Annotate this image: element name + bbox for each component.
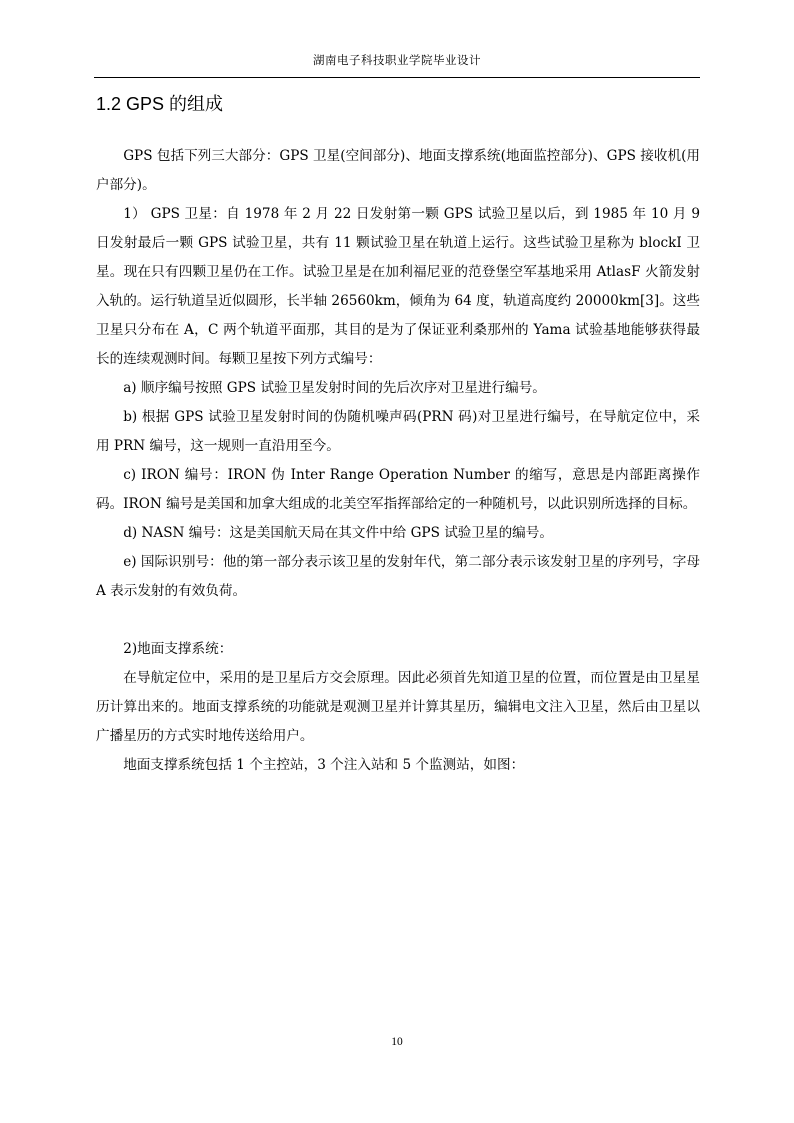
paragraph-item-e: e) 国际识别号：他的第一部分表示该卫星的发射年代，第二部分表示该发射卫星的序列号，字母 A 表示发射的有效负荷。 xyxy=(96,554,700,599)
paragraph-item-a: a) 顺序编号按照 GPS 试验卫星发射时间的先后次序对卫星进行编号。 xyxy=(123,380,546,396)
paragraph-satellites: 1） GPS 卫星：自 1978 年 2 月 22 日发射第一颗 GPS 试验卫星以后，到 1985 年 10 月 9 日发射最后一颗 GPS 试验卫星，共有 11 颗试验卫星在轨道上运行。这些试验卫星称为 blockI 卫星。现在只有四颗卫星仍在工作。试验卫星是在加利福尼亚的范登堡空军基地采用 AtlasF 火箭发射入轨的。运行轨道呈近似圆形，长半轴 26560km，倾角为 64 度，轨道高度约 20000km[3]。这些卫星只分布在 A，C 两个轨道平面那，其目的是为了保证亚利桑那州的 Yama 试验基地能够获得最长的连续观测时间。每颗卫星按下列方式编号： xyxy=(96,206,700,367)
paragraph-ground-heading: 2)地面支撑系统： xyxy=(123,641,233,657)
paragraph-item-d: d) NASN 编号：这是美国航天局在其文件中给 GPS 试验卫星的编号。 xyxy=(123,525,553,541)
header-rule xyxy=(94,77,700,78)
body-text xyxy=(96,142,700,780)
paragraph-intro: GPS 包括下列三大部分：GPS 卫星(空间部分)、地面支撑系统(地面监控部分)、GPS 接收机(用户部分)。 xyxy=(96,148,700,193)
paragraph-item-c: c) IRON 编号：IRON 伪 Inter Range Operation Number 的缩写，意思是内部距离操作码。IRON 编号是美国和加拿大组成的北美空军指挥部给定的一种随机号，以此识别所选择的目标。 xyxy=(96,467,700,512)
paragraph-ground-principle: 在导航定位中，采用的是卫星后方交会原理。因此必须首先知道卫星的位置，而位置是由卫星星历计算出来的。地面支撑系统的功能就是观测卫星并计算其星历，编辑电文注入卫星，然后由卫星以广播星历的方式实时地传送给用户。 xyxy=(96,670,700,744)
paragraph-item-b: b) 根据 GPS 试验卫星发射时间的伪随机噪声码(PRN 码)对卫星进行编号，在导航定位中，采用 PRN 编号，这一规则一直沿用至今。 xyxy=(96,409,700,454)
paragraph-ground-stations: 地面支撑系统包括 1 个主控站，3 个注入站和 5 个监测站，如图： xyxy=(123,757,525,773)
page-number: 10 xyxy=(391,1036,403,1048)
page-header: 湖南电子科技职业学院毕业设计 xyxy=(313,53,481,67)
section-title: 1.2 GPS 的组成 xyxy=(96,94,224,114)
